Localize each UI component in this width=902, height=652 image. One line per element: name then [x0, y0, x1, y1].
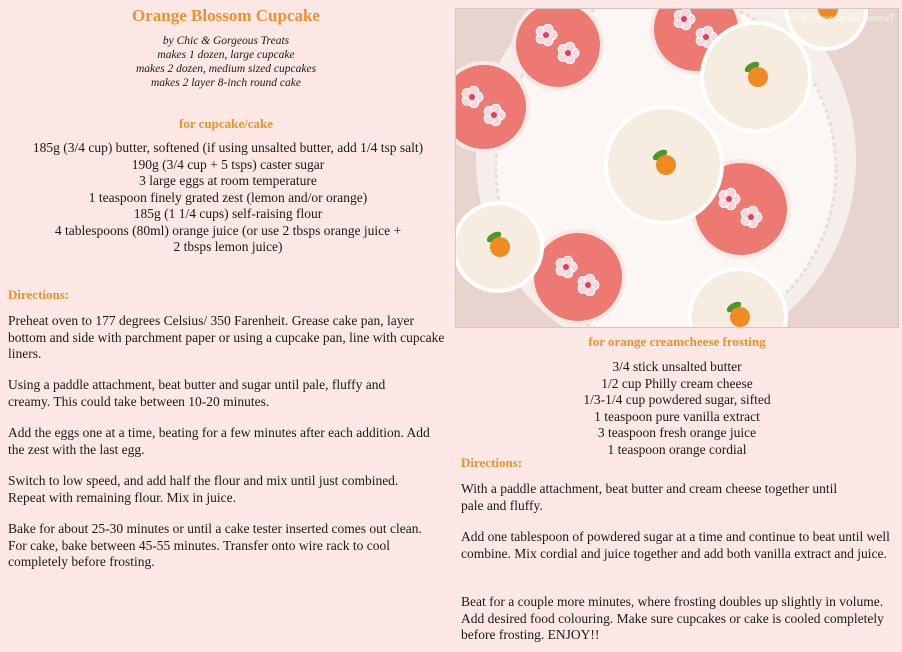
- ingredient-item: 190g (3/4 cup + 5 tsps) caster sugar: [131, 156, 325, 172]
- recipe-title: Orange Blossom Cupcake: [132, 6, 320, 25]
- ingredient-item: 2 tbsps lemon juice): [173, 239, 283, 254]
- frosting-direction-step: Add one tablespoon of powdered sugar at a time and continue to beat until well combine. Mix cordial and juice together and add both vanilla extract and juice.: [461, 529, 890, 561]
- frosting-direction-step: With a paddle attachment, beat butter and cream cheese together until pale and fluffy.: [461, 481, 838, 513]
- photo-credit: Chic & Gorgeous aka JoannaT: [781, 13, 894, 23]
- cake-direction-step: Switch to low speed, and add half the flour and mix until just combined. Repeat with remaining flour. Mix in juice.: [8, 473, 399, 505]
- cake-direction-step: Preheat oven to 177 degrees Celsius/ 350 Farenheit. Grease cake pan, layer bottom and side with parchment paper or using a cupcake pan, line with cupcake liners.: [8, 313, 445, 361]
- ingredient-item: 1 teaspoon finely grated zest (lemon and/or orange): [88, 189, 368, 205]
- byline-yield-cake: makes 2 layer 8-inch round cake: [151, 77, 301, 89]
- ingredient-item: 1/2 cup Philly cream cheese: [601, 375, 753, 391]
- ingredient-item: 3 large eggs at room temperature: [139, 173, 317, 188]
- cake-direction-step: Bake for about 25-30 minutes or until a cake tester inserted comes out clean. For cake, bake between 45-55 minutes. Transfer onto wire rack to cool completely before frosting.: [8, 521, 422, 569]
- cake-heading: for cupcake/cake: [179, 116, 273, 131]
- ingredient-item: 1 teaspoon orange cordial: [607, 441, 747, 457]
- ingredient-item: 185g (1 1/4 cups) self-raising flour: [133, 206, 323, 221]
- byline-yield-large: makes 1 dozen, large cupcake: [157, 49, 295, 61]
- cake-directions-heading: Directions:: [8, 287, 70, 302]
- byline: [0, 34, 452, 90]
- cake-ingredients: [4, 140, 452, 256]
- right-column: [452, 0, 902, 652]
- ingredient-item: 3 teaspoon fresh orange juice: [597, 425, 757, 440]
- frosting-directions-heading: Directions:: [461, 455, 523, 470]
- cake-direction-step: Add the eggs one at a time, beating for a few minutes after each addition. Add the zest with the last egg.: [8, 425, 430, 457]
- frosting-heading: for orange creamcheese frosting: [588, 334, 766, 349]
- byline-author: by Chic & Gorgeous Treats: [162, 35, 290, 47]
- frosting-ingredients: [452, 359, 902, 458]
- frosting-direction-step: Beat for a couple more minutes, where frosting doubles up slightly in volume. Add desired food colouring. Make sure cupcakes or cake is cooled completely before frosting. ENJOY!!: [461, 594, 884, 642]
- ingredient-item: 185g (3/4 cup) butter, softened (if using unsalted butter, add 1/4 tsp salt): [32, 140, 424, 155]
- ingredient-item: 3/4 stick unsalted butter: [612, 359, 742, 374]
- ingredient-item: 1 teaspoon pure vanilla extract: [594, 408, 760, 424]
- ingredient-item: 4 tablespoons (80ml) orange juice (or use 2 tbsps orange juice +: [54, 222, 402, 238]
- byline-yield-medium: makes 2 dozen, medium sized cupcakes: [135, 63, 317, 75]
- ingredient-item: 1/3-1/4 cup powdered sugar, sifted: [583, 392, 771, 407]
- cake-direction-step: Using a paddle attachment, beat butter and sugar until pale, fluffy and creamy. This could take between 10-20 minutes.: [8, 377, 386, 409]
